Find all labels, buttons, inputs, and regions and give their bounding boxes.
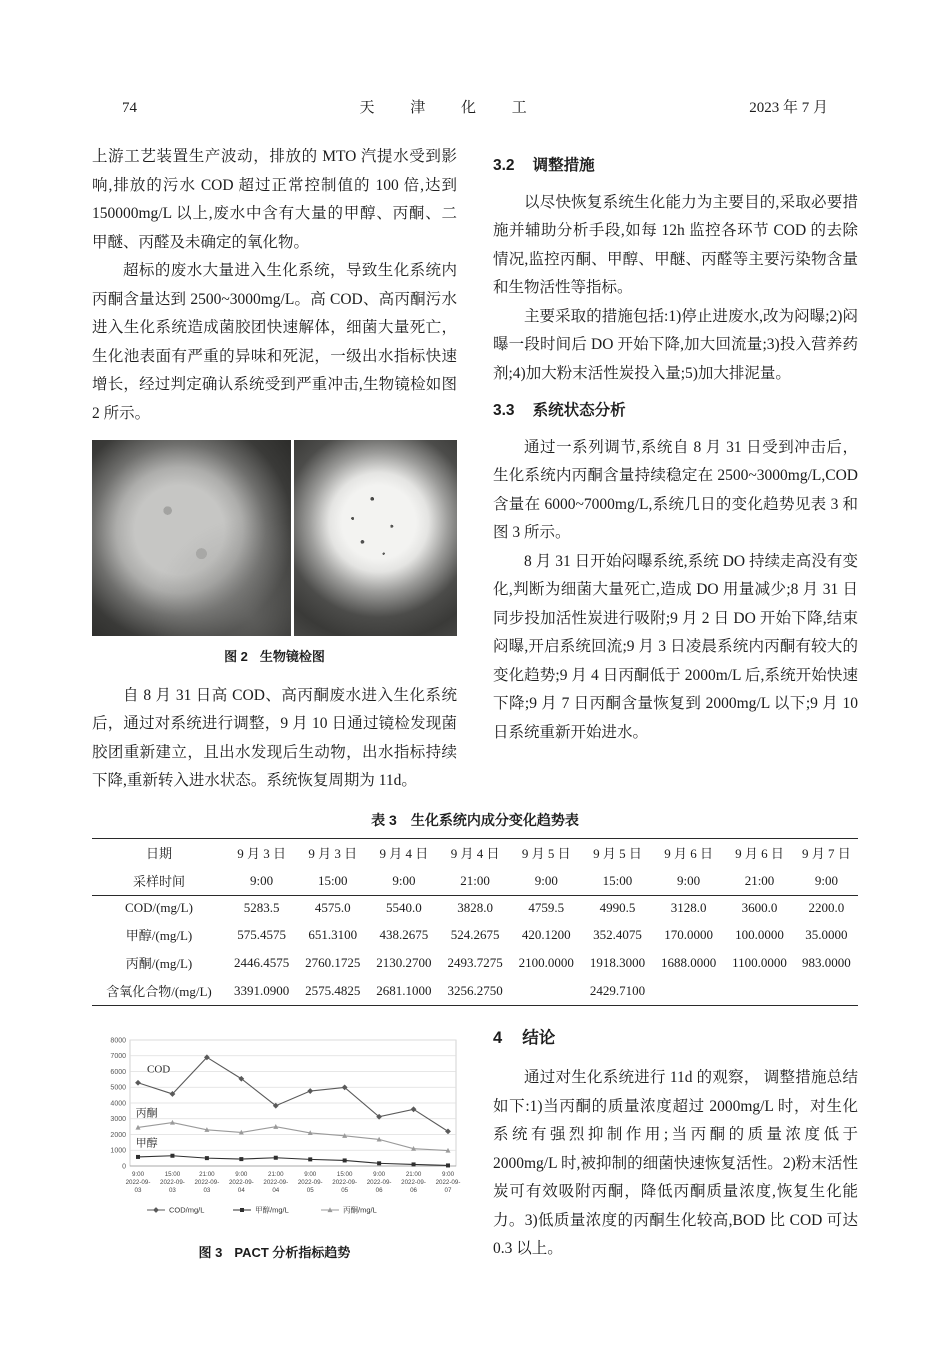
table-cell: 2100.0000 — [518, 954, 574, 970]
table-cell: 983.0000 — [802, 954, 851, 970]
paragraph: 上游工艺装置生产波动，排放的 MTO 汽提水受到影响,排放的污水 COD 超过正常控制值的 100 倍,达到 150000mg/L 以上,废水中含有大量的甲醇、丙酮、二甲醚、丙醛及未确定的氧化物。 — [92, 148, 457, 251]
section-number: 3.2 — [493, 157, 515, 174]
svg-text:07: 07 — [444, 1186, 452, 1194]
table-row — [92, 895, 858, 921]
figure-3-caption — [92, 1242, 457, 1261]
table-cell: 3828.0 — [457, 900, 493, 915]
table-cell: 2429.7100 — [589, 982, 646, 998]
row-header-cell: 甲醇/(mg/L) — [125, 928, 193, 943]
table-row — [92, 977, 858, 1006]
svg-text:8000: 8000 — [110, 1036, 126, 1044]
section-number: 4 — [493, 1028, 503, 1047]
svg-text:2022-09-: 2022-09- — [297, 1178, 323, 1186]
table-cell — [724, 977, 795, 1006]
paragraph: 以尽快恢复系统生化能力为主要目的,采取必要措施并辅助分析手段,如每 12h 监控各环节 COD 的去除情况,监控丙酮、甲醇、甲醚、丙醛等主要污染物含量和生物活性等指标。 — [493, 193, 858, 296]
table-cell: 21:00 — [724, 867, 795, 896]
composition-table — [92, 838, 858, 1006]
paragraph: 自 8 月 31 日高 COD、高丙酮废水进入生化系统后，通过对系统进行调整，9 月 10 日通过镜检发现菌胶团重新建立，且出水发现后生动物，出水指标持续下降,重新转入进水状态。系统恢复周期为 11d。 — [92, 686, 457, 789]
table-cell: 9:00 — [368, 867, 439, 896]
table-cell: 1918.3000 — [589, 954, 646, 970]
svg-text:04: 04 — [272, 1186, 280, 1194]
table-cell: 1100.0000 — [732, 954, 787, 970]
table-cell: 575.4575 — [237, 926, 286, 942]
section-heading-3-3 — [493, 397, 858, 426]
svg-text:丙酮: 丙酮 — [135, 1106, 158, 1119]
svg-text:06: 06 — [410, 1186, 418, 1194]
table-cell — [795, 977, 858, 1006]
section-heading-4 — [493, 1024, 858, 1053]
table-cell: 9:00 — [511, 867, 582, 896]
table-cell: 2446.4575 — [233, 954, 290, 970]
row-header-cell: 含氧化合物/(mg/L) — [106, 984, 212, 999]
svg-text:2022-09-: 2022-09- — [263, 1178, 289, 1186]
table-cell: 5540.0 — [386, 900, 422, 915]
table-cell: 9 月 4 日 — [450, 846, 500, 861]
svg-text:03: 03 — [168, 1186, 176, 1194]
table-cell: 9 月 5 日 — [593, 846, 642, 861]
svg-text:3000: 3000 — [110, 1115, 126, 1123]
table-cell: 2493.7275 — [447, 954, 503, 970]
micrograph-right-image — [294, 440, 457, 636]
table-cell: 2681.1000 — [376, 982, 432, 998]
table-row — [92, 949, 858, 977]
page-number: 74 — [122, 100, 137, 116]
issue-date: 2023 年 7 月 — [749, 100, 828, 116]
row-header-cell: COD/(mg/L) — [125, 900, 193, 915]
svg-text:9:00: 9:00 — [441, 1170, 455, 1178]
svg-text:2022-09-: 2022-09- — [228, 1178, 254, 1186]
svg-text:06: 06 — [375, 1186, 383, 1194]
bottom-row — [92, 1022, 858, 1271]
figure-2-caption-label: 图 2 — [224, 649, 248, 664]
table-3-caption-label: 表 3 — [371, 811, 397, 828]
table-cell: 2760.1725 — [305, 954, 361, 970]
svg-text:2022-09-: 2022-09- — [401, 1178, 426, 1186]
table-cell: 15:00 — [297, 867, 368, 896]
section-heading-3-2 — [493, 152, 858, 181]
svg-text:04: 04 — [237, 1186, 245, 1194]
svg-text:甲醇/mg/L: 甲醇/mg/L — [255, 1205, 289, 1215]
table-cell: 4759.5 — [528, 900, 565, 915]
svg-text:2022-09-: 2022-09- — [125, 1178, 151, 1186]
svg-text:9:00: 9:00 — [304, 1170, 317, 1178]
svg-text:2000: 2000 — [110, 1131, 126, 1139]
table-cell: 2130.2700 — [376, 954, 432, 970]
table-cell: 352.4075 — [593, 926, 642, 942]
table-cell: 9 月 5 日 — [521, 846, 571, 861]
figure-3-caption-title: PACT 分析指标趋势 — [234, 1244, 351, 1260]
table-cell: 651.3100 — [308, 926, 358, 942]
svg-text:7000: 7000 — [110, 1052, 126, 1060]
table-cell: 9 月 3 日 — [237, 846, 286, 861]
svg-text:6000: 6000 — [110, 1068, 126, 1076]
table-3-caption-title: 生化系统内成分变化趋势表 — [410, 811, 579, 828]
journal-title: 天 津 化 工 — [359, 100, 543, 116]
paragraph: 通过对生化系统进行 11d 的观察， 调整措施总结如下:1)当丙酮的质量浓度超过 2000mg/L 时，对生化系统有强烈抑制作用;当丙酮的质量浓度低于 2000mg/L 时,被抑制的细菌快速恢复活性。2)粉末活性炭可有效吸附丙酮，降低丙酮质量浓度,恢复生化能力。3)低质量浓度的丙酮生化较高,BOD 比 COD 可达 0.3 以上。 — [493, 1069, 858, 1257]
table-cell: 3391.0900 — [233, 982, 290, 998]
section-title: 系统状态分析 — [532, 402, 626, 419]
row-header-cell: 丙酮/(mg/L) — [125, 956, 193, 971]
micrograph-left-image — [92, 440, 291, 636]
table-cell: 524.2675 — [450, 926, 500, 942]
table-cell: 9 月 4 日 — [379, 846, 429, 861]
svg-text:9:00: 9:00 — [131, 1170, 145, 1178]
pact-trend-line-chart — [92, 1028, 464, 1242]
svg-text:4000: 4000 — [110, 1099, 126, 1107]
svg-text:2022-09-: 2022-09- — [332, 1178, 358, 1186]
table-row — [92, 867, 858, 896]
table-row — [92, 921, 858, 949]
table-3-caption — [92, 810, 858, 830]
composition-table-body — [92, 838, 858, 1005]
table-cell: 1688.0000 — [660, 954, 717, 970]
section-title: 结论 — [522, 1028, 556, 1047]
figure-3-caption-label: 图 3 — [198, 1244, 223, 1260]
table-cell: 3128.0 — [670, 900, 707, 915]
svg-text:2022-09-: 2022-09- — [366, 1178, 392, 1186]
table-cell: 21:00 — [440, 867, 511, 896]
table-cell: 9:00 — [226, 867, 297, 896]
svg-text:05: 05 — [306, 1186, 314, 1194]
svg-text:2022-09-: 2022-09- — [160, 1178, 185, 1186]
table-cell: 2575.4825 — [305, 982, 361, 998]
svg-text:COD: COD — [147, 1062, 171, 1075]
svg-text:甲醇: 甲醇 — [135, 1136, 158, 1149]
svg-text:5000: 5000 — [110, 1084, 126, 1092]
table-cell: 9 月 6 日 — [735, 846, 784, 861]
table-section — [92, 810, 858, 1006]
paragraph: 8 月 31 日开始闷曝系统,系统 DO 持续走高没有变化,判断为细菌大量死亡,造成 DO 用量减少;8 月 31 日同步投加活性炭进行吸附;9 月 2 日 DO 开始下降,结束闷曝,开启系统回流;9 月 3 日凌晨系统内丙酮有较大的变化趋势;9 月 4 日丙酮低于 2000m/L 后,系统开始快速下降;9 月 7 日丙酮含量恢复到 2000mg/L 以下;9 月 10 日系统重新开始进水。 — [493, 552, 858, 741]
left-column — [92, 143, 457, 796]
svg-text:9:00: 9:00 — [235, 1170, 248, 1178]
svg-text:9:00: 9:00 — [373, 1170, 386, 1178]
svg-text:15:00: 15:00 — [164, 1170, 181, 1178]
svg-text:2022-09-: 2022-09- — [435, 1178, 461, 1186]
conclusion-column — [493, 1022, 858, 1271]
svg-text:2022-09-: 2022-09- — [194, 1178, 220, 1186]
svg-text:05: 05 — [341, 1186, 349, 1194]
row-header-cell: 采样时间 — [92, 867, 226, 896]
figure-3-chart — [92, 1028, 464, 1242]
svg-text:21:00: 21:00 — [405, 1170, 422, 1178]
right-column — [493, 143, 858, 796]
chart-column — [92, 1022, 461, 1271]
table-cell: 9:00 — [795, 867, 858, 896]
table-cell: 9 月 6 日 — [664, 846, 713, 861]
table-cell: 420.1200 — [521, 926, 571, 942]
section-number: 3.3 — [493, 402, 515, 419]
table-cell: 4575.0 — [314, 900, 351, 915]
svg-text:1000: 1000 — [110, 1147, 126, 1155]
svg-text:21:00: 21:00 — [199, 1170, 215, 1178]
row-header-cell: 日期 — [145, 846, 172, 861]
two-column-body — [92, 143, 858, 796]
table-cell: 3600.0 — [741, 900, 778, 915]
table-row — [92, 838, 858, 867]
table-cell: 9 月 3 日 — [308, 846, 358, 861]
figure-2 — [92, 440, 457, 636]
table-cell: 4990.5 — [599, 900, 636, 915]
table-cell: 438.2675 — [379, 926, 429, 942]
page-header — [92, 96, 858, 117]
paragraph: 通过一系列调节,系统自 8 月 31 日受到冲击后， 生化系统内丙酮含量持续稳定在 2500~3000mg/L,COD 含量在 6000~7000mg/L,系统几日的变化趋势见表 3 和图 3 所示。 — [493, 438, 858, 541]
table-cell: 5283.5 — [243, 900, 280, 915]
table-cell: 100.0000 — [735, 926, 784, 942]
svg-text:COD/mg/L: COD/mg/L — [169, 1205, 205, 1215]
paragraph: 超标的废水大量进入生化系统，导致生化系统内丙酮含量达到 2500~3000mg/L。高 COD、高丙酮污水进入生化系统造成菌胶团快速解体，细菌大量死亡，生化池表面有严重的异味和死泥，一级出水指标快速增长，经过判定确认系统受到严重冲击,生物镜检如图 2 所示。 — [92, 262, 457, 422]
svg-text:0: 0 — [122, 1162, 126, 1170]
section-title: 调整措施 — [532, 157, 595, 174]
svg-text:21:00: 21:00 — [268, 1170, 284, 1178]
table-cell: 3256.2750 — [447, 982, 503, 998]
svg-text:03: 03 — [134, 1186, 142, 1194]
paragraph: 主要采取的措施包括:1)停止进废水,改为闷曝;2)闷曝一段时间后 DO 开始下降,加大回流量;3)投入营养药剂;4)加大粉末活性炭投入量;5)加大排泥量。 — [493, 307, 858, 382]
table-cell: 9 月 7 日 — [802, 846, 851, 861]
table-cell — [511, 977, 582, 1006]
table-cell: 9:00 — [653, 867, 724, 896]
figure-2-caption-title: 生物镜检图 — [259, 649, 325, 664]
svg-text:15:00: 15:00 — [336, 1170, 353, 1178]
figure-2-caption — [92, 643, 457, 672]
table-cell: 15:00 — [582, 867, 653, 896]
table-cell: 2200.0 — [808, 900, 845, 915]
table-cell: 170.0000 — [664, 926, 713, 942]
svg-text:丙酮/mg/L: 丙酮/mg/L — [343, 1205, 377, 1215]
table-cell: 35.0000 — [805, 926, 848, 942]
table-cell — [653, 977, 724, 1006]
svg-text:03: 03 — [203, 1186, 211, 1194]
